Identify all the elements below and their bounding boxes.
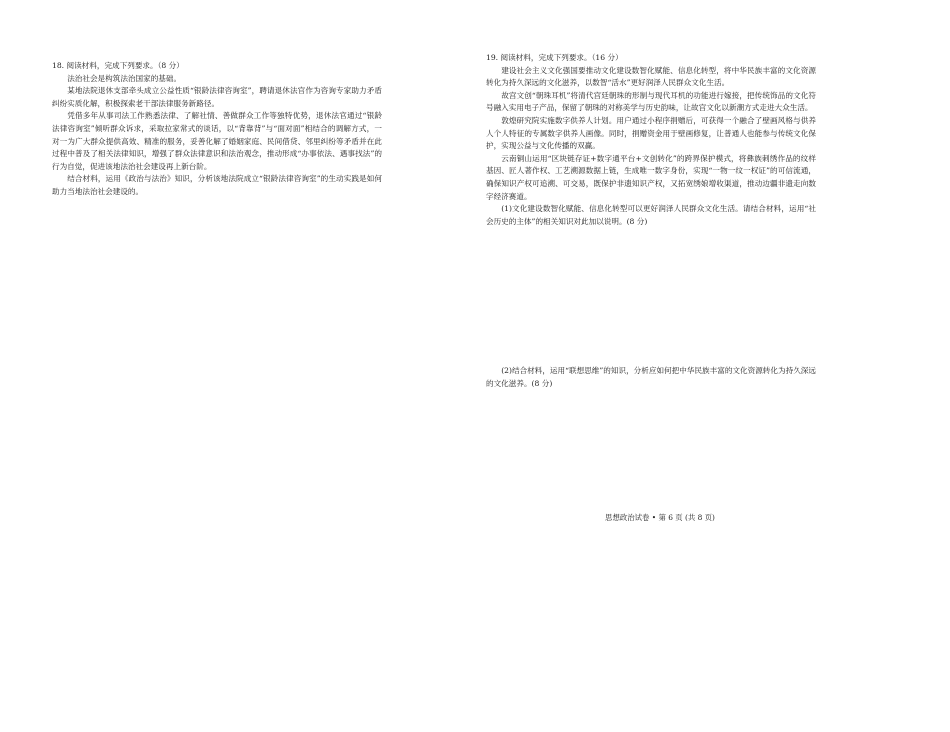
q19-paragraph: 故宫文创“朝珠耳机”将清代宫廷朝珠的形制与现代耳机的功能进行嫁接，把传统饰品的文化符号融入实用电子产品，保留了朝珠的对称美学与历史韵味，让故宫文化以新潮方式走进大众生活。 [486, 90, 816, 113]
q18-paragraph: 法治社会是构筑法治国家的基础。 [67, 73, 182, 83]
question-18 [52, 60, 382, 199]
q18-paragraph: 某地法院退休支部牵头成立公益性质“银龄法律咨询室”，聘请退休法官作为咨询专家助力矛盾纠纷实质化解，积极探索老干部法律服务新路径。 [52, 86, 382, 108]
q19-paragraph: 云南铜山运用“区块链存证+数字通平台+文创转化”的跨界保护模式，将彝族刺绣作品的纹样基因、匠人著作权、工艺溯源数据上链，生成唯一数字身份，实现“一物一纹一权证”的可信流通，确保知识产权可追溯、可交易，既保护非遗知识产权，又拓宽绣娘增收渠道，推动边疆非遗走向数字经济赛道。 [486, 153, 816, 201]
q19-subquestion-2: (2)结合材料，运用“联想思维”的知识，分析应如何把中华民族丰富的文化资源转化为持久深远的文化滋养。(8 分) [486, 366, 816, 388]
q18-paragraph: 结合材料，运用《政治与法治》知识，分析该地法院成立“银龄法律咨询室”的生动实践是如何助力当地法治社会建设的。 [52, 174, 382, 196]
q19-paragraph: 敦煌研究院实施数字供养人计划。用户通过小程序捐赠后，可获得一个融合了壁画风格与供养人个人特征的专属数字供养人画像。同时，捐赠资金用于壁画修复，让普通人也能参与传统文化保护，实现公益与文化传播的双赢。 [486, 115, 816, 151]
q19-paragraph: 建设社会主义文化强国要推动文化建设数智化赋能、信息化转型，将中华民族丰富的文化资源转化为持久深远的文化滋养，以数智“活水”更好润泽人民群众文化生活。 [486, 65, 816, 88]
question-18-title: 18. 阅读材料，完成下列要求。（8 分） [52, 61, 184, 70]
q19-subquestion-1: (1)文化建设数智化赋能、信息化转型可以更好润泽人民群众文化生活。请结合材料，运用“社会历史的主体”的相关知识对此加以说明。(8 分) [486, 204, 816, 226]
page-footer: 思想政治试卷 • 第 6 页 (共 8 页) [605, 513, 715, 522]
q18-paragraph: 凭借多年从事司法工作熟悉法律、了解社情、善做群众工作等独特优势，退休法官通过“银龄法律咨询室”倾听群众诉求，采取拉家常式的谈话，以“背靠背”与“面对面”相结合的调解方式，一对一为广大群众提供高效、精准的服务，妥善化解了婚姻家庭、民间借贷、邻里纠纷等矛盾并在此过程中普及了相关法律知识，增强了群众法律意识和法治观念，推动形成“办事依法、遇事找法”的行为自觉，促进该地法治社会建设再上新台阶。 [52, 111, 382, 171]
question-19 [486, 52, 816, 228]
question-19-title: 19. 阅读材料，完成下列要求。（16 分） [486, 53, 623, 62]
